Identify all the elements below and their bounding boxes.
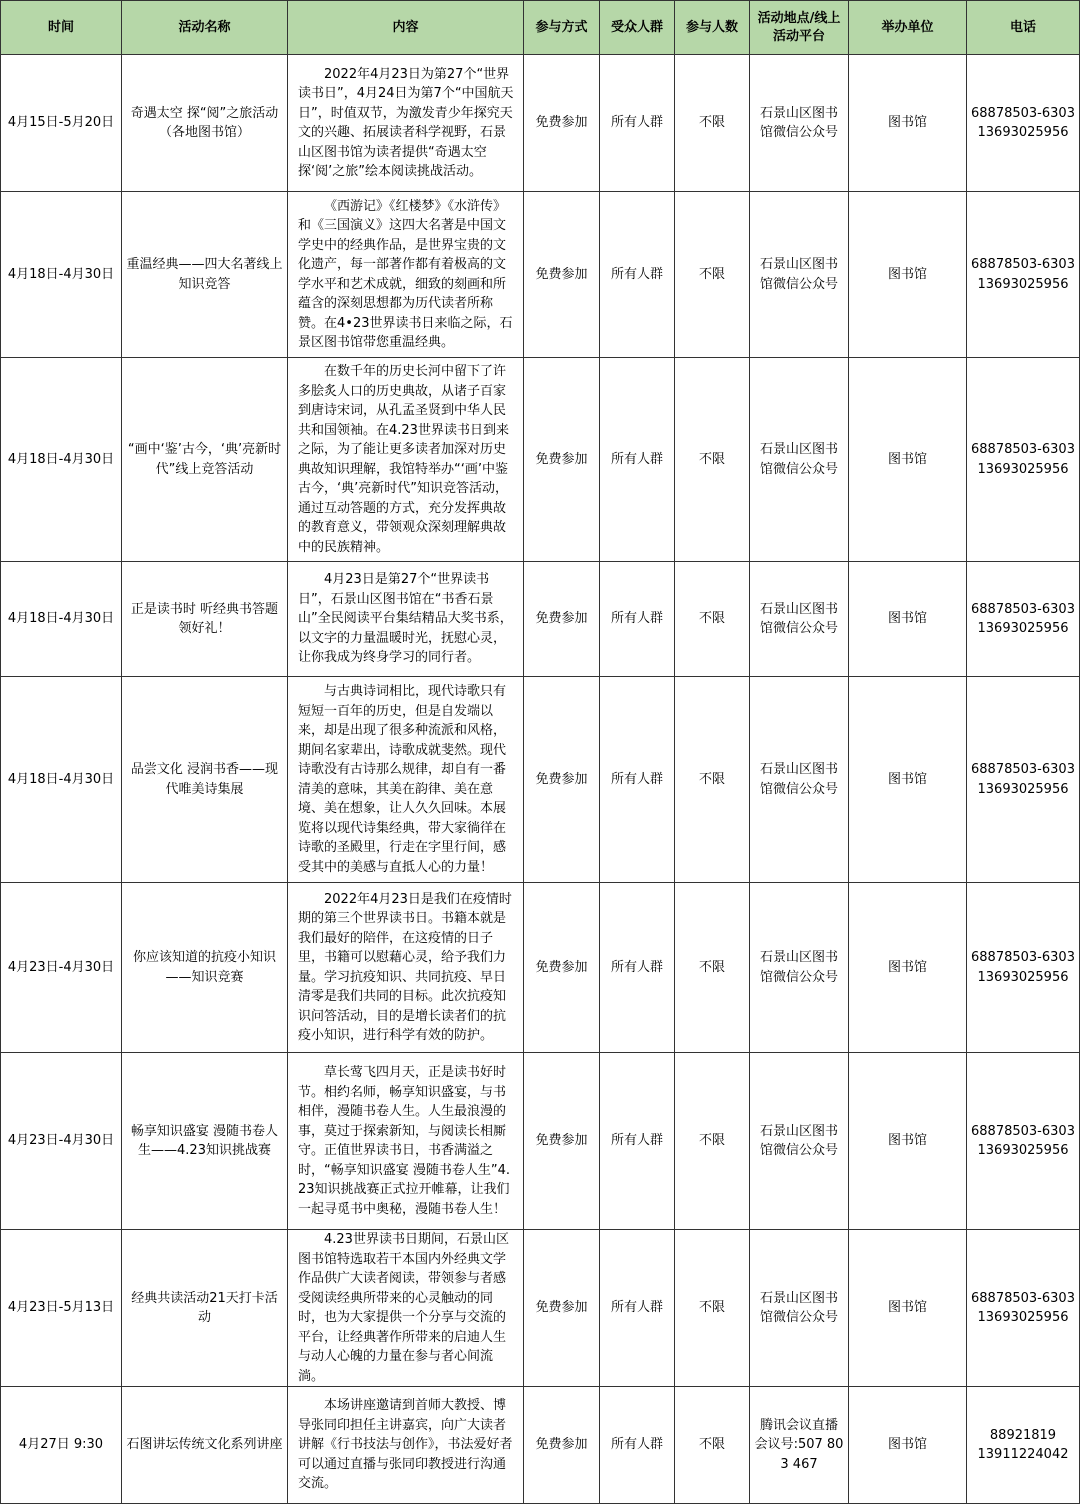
table-row	[1, 192, 1080, 358]
cell-phone	[967, 1230, 1080, 1387]
cell-time: 4月18日-4月30日	[1, 677, 122, 883]
cell-phone	[967, 1387, 1080, 1504]
cell-phone	[967, 358, 1080, 562]
cell-name: 品尝文化 浸润书香——现代唯美诗集展	[122, 677, 288, 883]
cell-organizer: 图书馆	[849, 562, 967, 677]
cell-place: 石景山区图书馆微信公众号	[750, 883, 849, 1053]
phone-line-2: 13693025956	[977, 1310, 1069, 1325]
cell-organizer: 图书馆	[849, 192, 967, 358]
header-audience: 受众人群	[600, 1, 675, 55]
cell-method: 免费参加	[524, 358, 600, 562]
cell-organizer: 图书馆	[849, 358, 967, 562]
phone-line-1: 68878503-6303	[971, 442, 1075, 457]
cell-name: 经典共读活动21天打卡活动	[122, 1230, 288, 1387]
cell-phone	[967, 192, 1080, 358]
cell-method: 免费参加	[524, 1230, 600, 1387]
phone-line-2: 13693025956	[977, 461, 1069, 477]
cell-organizer: 图书馆	[849, 55, 967, 192]
cell-method: 免费参加	[524, 55, 600, 192]
content-text: 2022年4月23日为第27个“世界读书日”，4月24日为第7个“中国航天日”，时值双节，为激发青少年探究天文的兴趣、拓展读者科学视野，石景山区图书馆为读者提供“奇遇太空探‘阅’之旅”绘本阅读挑战活动。	[298, 66, 514, 179]
cell-name: 石图讲坛传统文化系列讲座	[122, 1387, 288, 1504]
cell-place: 石景山区图书馆微信公众号	[750, 1230, 849, 1387]
cell-time: 4月27日 9:30	[1, 1387, 122, 1504]
content-text: 本场讲座邀请到首师大教授、博导张同印担任主讲嘉宾，向广大读者讲解《行书技法与创作》，书法爱好者可以通过直播与张同印教授进行沟通交流。	[298, 1398, 513, 1492]
phone-line-2: 13693025956	[977, 125, 1069, 140]
cell-count: 不限	[675, 883, 750, 1053]
phone-line-2: 13693025956	[977, 969, 1069, 985]
header-organizer: 举办单位	[849, 1, 967, 55]
cell-time: 4月23日-4月30日	[1, 883, 122, 1053]
table-row	[1, 1230, 1080, 1387]
cell-audience: 所有人群	[600, 358, 675, 562]
cell-name: 畅享知识盛宴 漫随书卷人生——4.23知识挑战赛	[122, 1053, 288, 1230]
cell-audience: 所有人群	[600, 677, 675, 883]
table-row	[1, 677, 1080, 883]
content-text: 4.23世界读书日期间，石景山区图书馆特选取若干本国内外经典文学作品供广大读者阅读，带领参与者感受阅读经典所带来的心灵触动的同时，也为大家提供一个分享与交流的平台，让经典著作所带来的启迪人生与动人心魄的力量在参与者心间流淌。	[298, 1232, 509, 1384]
cell-count: 不限	[675, 192, 750, 358]
phone-line-1: 68878503-6303	[971, 1123, 1075, 1139]
phone-line-1: 68878503-6303	[971, 1290, 1075, 1306]
cell-content	[288, 562, 524, 677]
cell-content	[288, 1387, 524, 1504]
content-text: 草长莺飞四月天，正是读书好时节。相约名师，畅享知识盛宴，与书相伴，漫随书卷人生。人生最浪漫的事，莫过于探索新知，与阅读长相厮守。正值世界读书日，书香满溢之时，“畅享知识盛宴 漫随书卷人生”4.23知识挑战赛正式拉开帷幕，让我们一起寻觅书中奥秘，漫随书卷人生！	[298, 1065, 511, 1217]
cell-place: 石景山区图书馆微信公众号	[750, 562, 849, 677]
cell-time: 4月18日-4月30日	[1, 562, 122, 677]
phone-line-1: 68878503-6303	[971, 105, 1075, 121]
header-row	[1, 1, 1080, 55]
cell-audience: 所有人群	[600, 1387, 675, 1504]
content-text: 在数千年的历史长河中留下了许多脍炙人口的历史典故，从诸子百家到唐诗宋词，从孔孟圣贤到中华人民共和国领袖。在4.23世界读书日到来之际，为了能让更多读者加深对历史典故知识理解，我馆特举办“‘画’中鉴古今，‘典’亮新时代”知识竞答活动，通过互动答题的方式，充分发挥典故的教育意义，带领观众深刻理解典故中的民族精神。	[298, 364, 509, 555]
cell-count: 不限	[675, 677, 750, 883]
cell-count: 不限	[675, 1230, 750, 1387]
cell-method: 免费参加	[524, 883, 600, 1053]
table-row	[1, 1053, 1080, 1230]
phone-line-1: 88921819	[989, 1427, 1057, 1443]
phone-line-2: 13693025956	[977, 781, 1069, 797]
table-row	[1, 883, 1080, 1053]
cell-method: 免费参加	[524, 192, 600, 358]
cell-count: 不限	[675, 1053, 750, 1230]
cell-place: 腾讯会议直播会议号:507 803 467	[750, 1387, 849, 1504]
cell-count: 不限	[675, 1387, 750, 1504]
cell-method: 免费参加	[524, 1053, 600, 1230]
cell-content	[288, 1053, 524, 1230]
phone-line-1: 68878503-6303	[971, 257, 1075, 272]
cell-place: 石景山区图书馆微信公众号	[750, 192, 849, 358]
header-time: 时间	[1, 1, 122, 55]
header-phone: 电话	[967, 1, 1080, 55]
cell-place: 石景山区图书馆微信公众号	[750, 358, 849, 562]
cell-count: 不限	[675, 55, 750, 192]
cell-content	[288, 192, 524, 358]
cell-place: 石景山区图书馆微信公众号	[750, 1053, 849, 1230]
cell-phone	[967, 883, 1080, 1053]
cell-organizer: 图书馆	[849, 1053, 967, 1230]
cell-organizer: 图书馆	[849, 1230, 967, 1387]
cell-audience: 所有人群	[600, 883, 675, 1053]
cell-name: 重温经典——四大名著线上知识竞答	[122, 192, 288, 358]
cell-time: 4月23日-5月13日	[1, 1230, 122, 1387]
content-text: 2022年4月23日是我们在疫情时期的第三个世界读书日。书籍本就是我们最好的陪伴，在这疫情的日子里，书籍可以慰藉心灵，给予我们力量。学习抗疫知识、共同抗疫、早日清零是我们共同的目标。此次抗疫知识问答活动，目的是增长读者们的抗疫小知识，进行科学有效的防护。	[298, 891, 512, 1043]
cell-place: 石景山区图书馆微信公众号	[750, 55, 849, 192]
cell-content	[288, 358, 524, 562]
cell-method: 免费参加	[524, 562, 600, 677]
content-text: 4月23日是第27个“世界读书日”，石景山区图书馆在“书香石景山”全民阅读平台集结精品大奖书系，以文字的力量温暖时光，抚慰心灵，让你我成为终身学习的同行者。	[298, 572, 513, 666]
content-text: 与古典诗词相比，现代诗歌只有短短一百年的历史，但是自发端以来，却是出现了很多种流派和风格，期间名家辈出，诗歌成就斐然。现代诗歌没有古诗那么规律，却自有一番清美的意味，其美在韵律、美在意境、美在想象，让人久久回味。本展览将以现代诗集经典，带大家徜徉在诗歌的圣殿里，行走在字里行间，感受其中的美感与直抵人心的力量！	[298, 684, 507, 875]
table-row	[1, 358, 1080, 562]
table-row	[1, 55, 1080, 192]
cell-phone	[967, 562, 1080, 677]
cell-content	[288, 55, 524, 192]
header-name: 活动名称	[122, 1, 288, 55]
cell-audience: 所有人群	[600, 192, 675, 358]
phone-line-1: 68878503-6303	[971, 762, 1075, 777]
phone-line-2: 13693025956	[977, 621, 1069, 636]
cell-phone	[967, 677, 1080, 883]
header-method: 参与方式	[524, 1, 600, 55]
cell-name: 奇遇太空 探“阅”之旅活动（各地图书馆）	[122, 55, 288, 192]
cell-time: 4月15日-5月20日	[1, 55, 122, 192]
phone-line-2: 13911224042	[977, 1447, 1069, 1462]
cell-method: 免费参加	[524, 677, 600, 883]
cell-place: 石景山区图书馆微信公众号	[750, 677, 849, 883]
header-place: 活动地点/线上活动平台	[750, 1, 849, 55]
phone-line-1: 68878503-6303	[971, 601, 1075, 617]
cell-phone	[967, 55, 1080, 192]
content-text: 《西游记》《红楼梦》《水浒传》和《三国演义》这四大名著是中国文学史中的经典作品，是世界宝贵的文化遗产，每一部著作都有着极高的文学水平和艺术成就，细致的刻画和所蕴含的深刻思想都为历代读者所称赞。在4•23世界读书日来临之际，石景区图书馆带您重温经典。	[298, 198, 513, 350]
cell-audience: 所有人群	[600, 55, 675, 192]
cell-organizer: 图书馆	[849, 1387, 967, 1504]
phone-line-1: 68878503-6303	[971, 950, 1075, 965]
header-count: 参与人数	[675, 1, 750, 55]
cell-time: 4月18日-4月30日	[1, 358, 122, 562]
cell-count: 不限	[675, 562, 750, 677]
header-content: 内容	[288, 1, 524, 55]
cell-time: 4月23日-4月30日	[1, 1053, 122, 1230]
cell-organizer: 图书馆	[849, 883, 967, 1053]
cell-name: “画中‘鉴’古今，‘典’亮新时代”线上竞答活动	[122, 358, 288, 562]
cell-name: 你应该知道的抗疫小知识——知识竞赛	[122, 883, 288, 1053]
cell-time: 4月18日-4月30日	[1, 192, 122, 358]
cell-content	[288, 1230, 524, 1387]
phone-line-2: 13693025956	[977, 276, 1069, 292]
cell-audience: 所有人群	[600, 562, 675, 677]
cell-audience: 所有人群	[600, 1053, 675, 1230]
cell-phone	[967, 1053, 1080, 1230]
phone-line-2: 13693025956	[977, 1143, 1069, 1158]
cell-count: 不限	[675, 358, 750, 562]
cell-content	[288, 677, 524, 883]
table-row	[1, 1387, 1080, 1504]
table-row	[1, 562, 1080, 677]
cell-content	[288, 883, 524, 1053]
cell-organizer: 图书馆	[849, 677, 967, 883]
cell-method: 免费参加	[524, 1387, 600, 1504]
cell-audience: 所有人群	[600, 1230, 675, 1387]
cell-name: 正是读书时 听经典书答题领好礼！	[122, 562, 288, 677]
